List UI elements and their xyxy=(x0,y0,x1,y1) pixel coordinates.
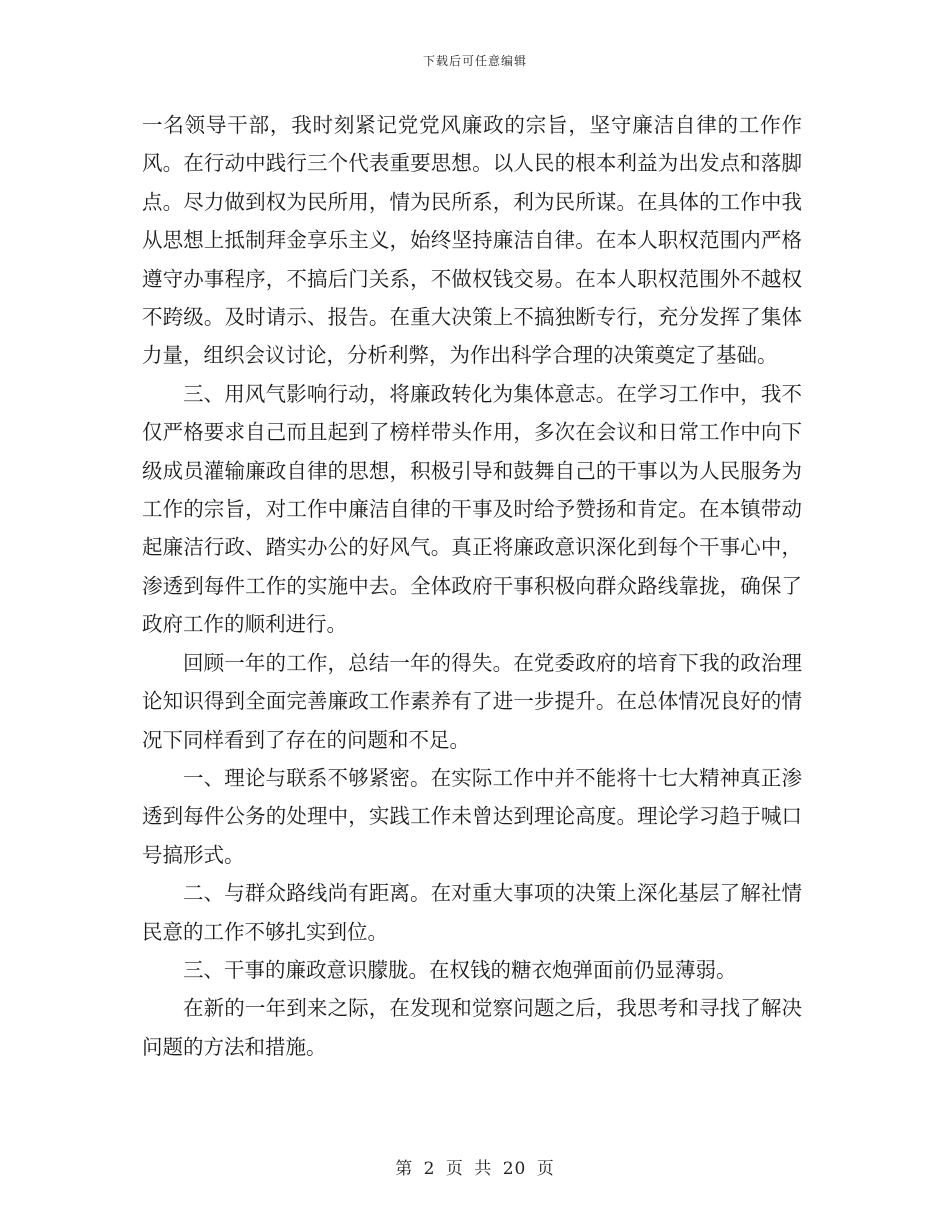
paragraph: 一名领导干部，我时刻紧记党党风廉政的宗旨，坚守廉洁自律的工作作风。在行动中践行三个代表重要思想。以人民的根本利益为出发点和落脚点。尽力做到权为民所用，情为民所系，利为民所谋。在具体的工作中我从思想上抵制拜金享乐主义，始终坚持廉洁自律。在本人职权范围内严格遵守办事程序，不搞后门关系，不做权钱交易。在本人职权范围外不越权不跨级。及时请示、报告。在重大决策上不搞独断专行，充分发挥了集体力量，组织会议讨论，分析利弊，为作出科学合理的决策奠定了基础。 xyxy=(142,113,802,368)
page-number: 第 2 页 共 20 页 xyxy=(395,1159,555,1179)
page-header: 下载后可任意编辑 xyxy=(422,54,527,68)
body-text xyxy=(142,106,802,1066)
paragraph: 在新的一年到来之际，在发现和觉察问题之后，我思考和寻找了解决问题的方法和措施。 xyxy=(142,996,802,1059)
paragraph: 二、与群众路线尚有距离。在对重大事项的决策上深化基层了解社情民意的工作不够扎实到位。 xyxy=(142,881,802,944)
paragraph: 三、用风气影响行动，将廉政转化为集体意志。在学习工作中，我不仅严格要求自己而且起到了榜样带头作用，多次在会议和日常工作中向下级成员灌输廉政自律的思想，积极引导和鼓舞自己的干事以为人民服务为工作的宗旨，对工作中廉洁自律的干事及时给予赞扬和肯定。在本镇带动起廉洁行政、踏实办公的好风气。真正将廉政意识深化到每个干事心中，渗透到每件工作的实施中去。全体政府干事积极向群众路线靠拢，确保了政府工作的顺利进行。 xyxy=(142,381,802,637)
paragraph: 三、干事的廉政意识朦胧。在权钱的糖衣炮弹面前仍显薄弱。 xyxy=(183,957,737,982)
paragraph: 一、理论与联系不够紧密。在实际工作中并不能将十七大精神真正渗透到每件公务的处理中，实践工作未曾达到理论高度。理论学习趋于喊口号搞形式。 xyxy=(142,765,802,867)
paragraph: 回顾一年的工作，总结一年的得失。在党委政府的培育下我的政治理论知识得到全面完善廉政工作素养有了进一步提升。在总体情况良好的情况下同样看到了存在的问题和不足。 xyxy=(142,650,802,752)
